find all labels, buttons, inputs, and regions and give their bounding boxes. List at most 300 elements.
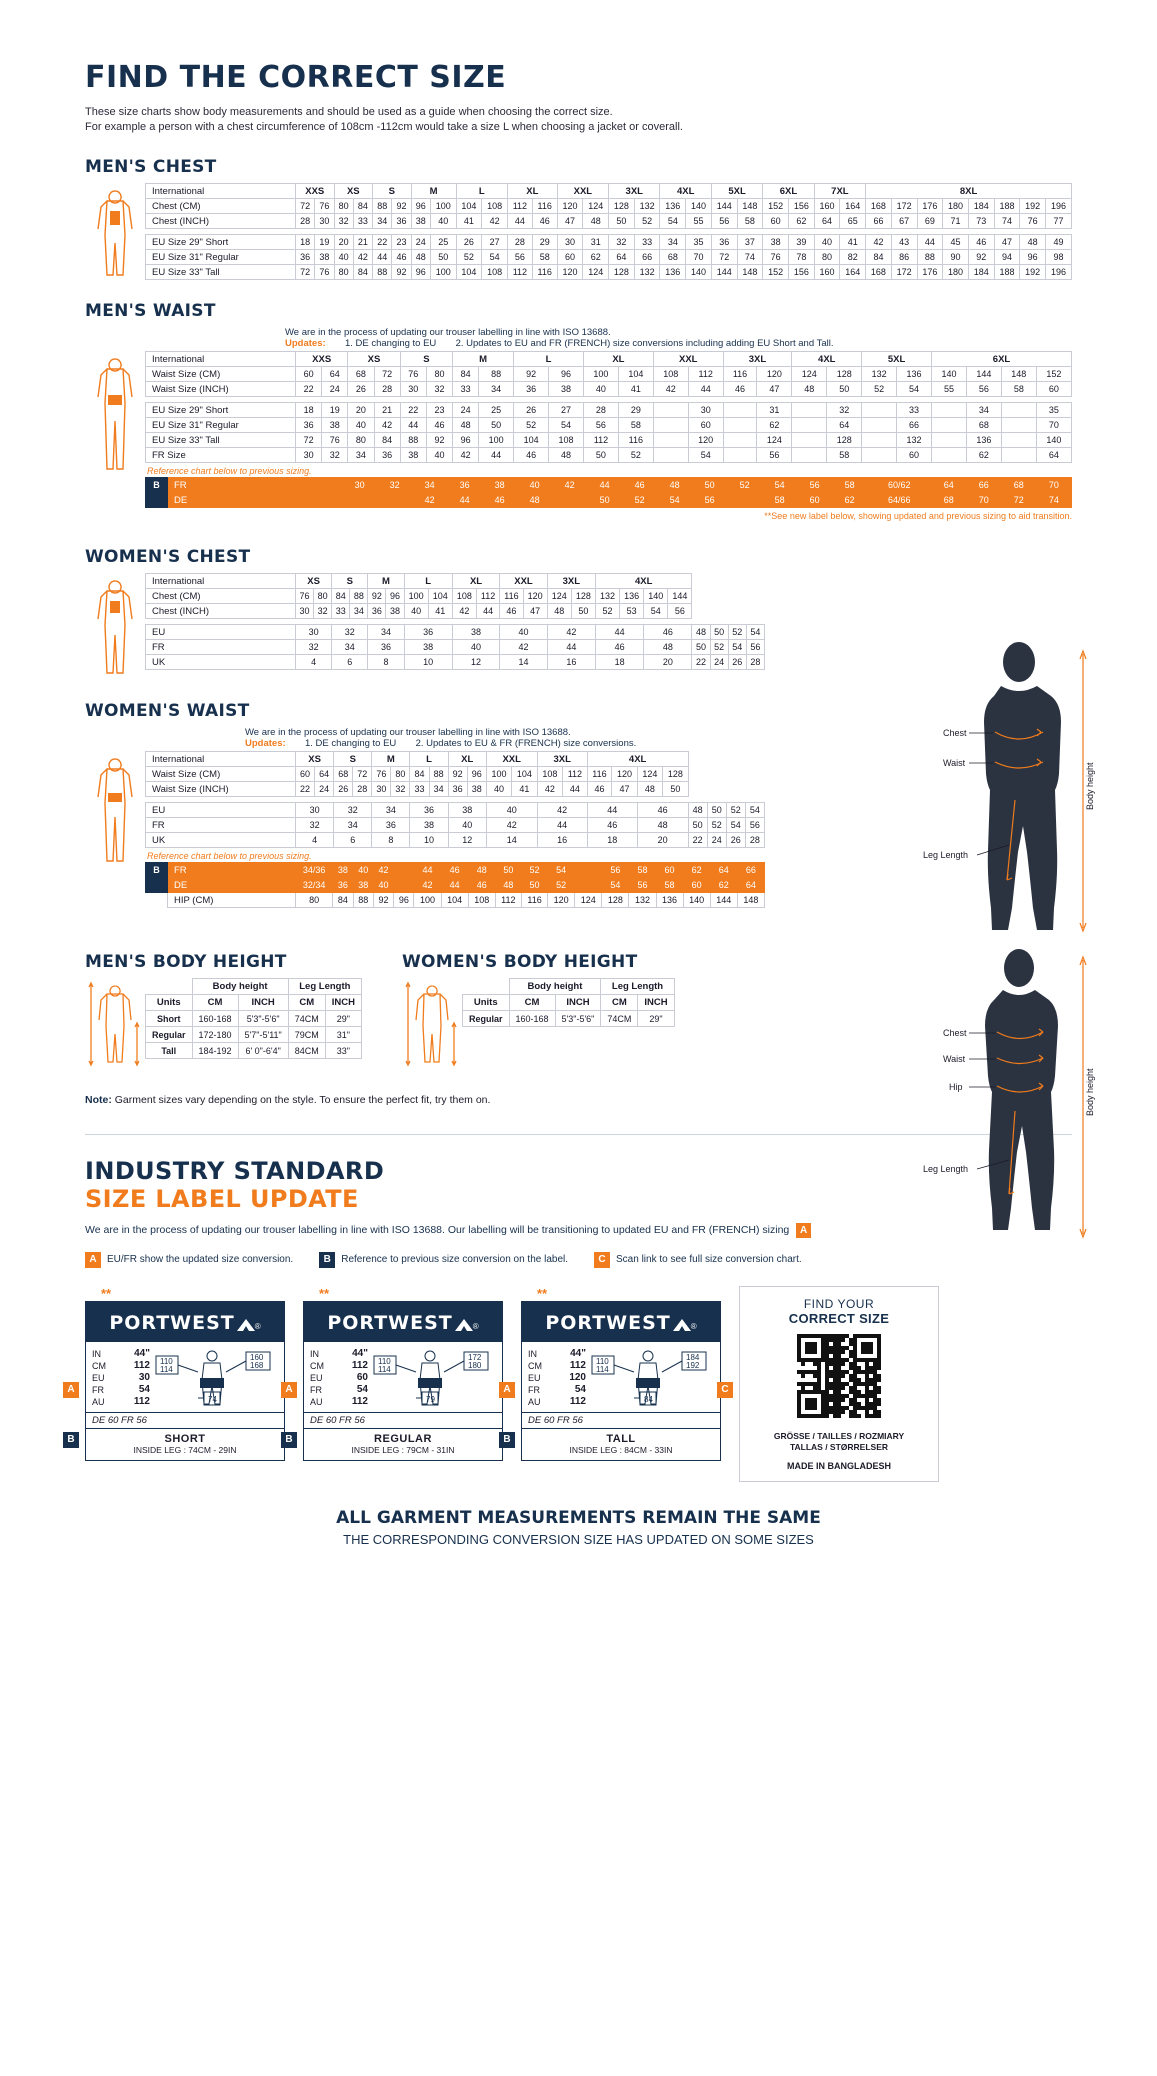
label-size-row (92, 1372, 150, 1384)
column-header: CM (601, 995, 638, 1011)
table-cell: 58 (832, 478, 867, 493)
table-cell: 92 (392, 265, 411, 280)
label-cards-row (67, 1286, 1072, 1482)
table-cell: 44 (587, 478, 622, 493)
table-cell: 54 (688, 448, 723, 463)
table-cell: 46 (500, 604, 523, 619)
page-title: FIND THE CORRECT SIZE (85, 60, 507, 95)
tag-c-icon: C (594, 1252, 610, 1268)
table-row (146, 655, 765, 670)
table-cell: 42 (537, 803, 587, 818)
section-mens-chest-title: MEN'S CHEST (85, 157, 217, 177)
label-waist-male: Waist (943, 758, 966, 768)
table-cell: 92 (368, 589, 386, 604)
table-row (146, 625, 765, 640)
label-body-diagram-icon (590, 1348, 710, 1410)
label-box (303, 1301, 503, 1461)
column-header-international: International (146, 574, 296, 589)
table-cell: 46 (482, 493, 517, 508)
table-cell: 33 (353, 214, 372, 229)
row-label: EU Size 29" Short (146, 235, 296, 250)
table-cell: 35 (1036, 403, 1071, 418)
table-cell: 140 (932, 367, 967, 382)
legend-a-text: EU/FR show the updated size conversion. (107, 1254, 294, 1265)
table-cell: 120 (612, 767, 637, 782)
table-cell: 22 (296, 382, 322, 397)
final-note-label: Note: (85, 1094, 112, 1106)
table-cell: 100 (430, 265, 456, 280)
table-cell: 104 (441, 893, 468, 908)
table-cell: 184-192 (192, 1043, 238, 1059)
mens-waist-orange-table (145, 477, 1072, 508)
table-cell: 47 (523, 604, 547, 619)
intro-text (85, 105, 1072, 135)
row-label: UK (146, 655, 296, 670)
label-size-row (310, 1372, 368, 1384)
table-cell: 156 (788, 199, 814, 214)
table-cell: 116 (618, 433, 653, 448)
table-cell: 48 (637, 818, 688, 833)
table-cell: 36 (333, 878, 353, 893)
mens-chest-block (85, 183, 1072, 283)
mens-waist-update-intro: We are in the process of updating our trouser labelling in line with ISO 13688. (285, 327, 611, 338)
brand-name: PORTWEST (327, 1312, 453, 1334)
female-height-figure-icon (402, 978, 462, 1068)
table-cell: 84 (332, 589, 350, 604)
table-cell (723, 433, 757, 448)
column-header-size: XL (448, 752, 486, 767)
qr-made-in: MADE IN BANGLADESH (786, 1461, 891, 1471)
table-cell: 26 (334, 782, 353, 797)
table-cell (394, 863, 414, 878)
column-header-size: 6XL (763, 184, 814, 199)
table-cell: 42 (452, 604, 476, 619)
table-cell: 12 (448, 833, 486, 848)
table-cell: 52 (514, 418, 549, 433)
table-cell: 120 (523, 589, 547, 604)
table-cell: 100 (430, 199, 456, 214)
table-cell: 5'3"-5'6" (238, 1011, 288, 1027)
table-cell: 30 (315, 214, 334, 229)
table-cell: 124 (575, 893, 602, 908)
table-cell: 54 (548, 863, 575, 878)
table-cell: 34 (966, 403, 1001, 418)
table-cell: 72 (353, 767, 372, 782)
table-cell: 31 (583, 235, 609, 250)
table-cell: 6 (332, 655, 368, 670)
label-size-value: 44" (352, 1348, 368, 1359)
table-cell: 68 (1001, 478, 1036, 493)
table-cell: 19 (315, 235, 334, 250)
table-cell: 4 (296, 655, 332, 670)
table-cell: 80 (348, 433, 374, 448)
table-cell (862, 448, 897, 463)
table-cell: 46 (968, 235, 994, 250)
table-cell: 24 (315, 782, 334, 797)
table-cell (296, 478, 308, 493)
female-chest-figure-icon (85, 573, 145, 683)
table-cell (723, 403, 757, 418)
qr-code-icon[interactable] (797, 1334, 881, 1418)
column-header-size: L (404, 574, 452, 589)
table-cell: 98 (1046, 250, 1072, 265)
table-cell: 92 (392, 199, 411, 214)
table-cell: 34 (348, 448, 374, 463)
column-header-size: 5XL (862, 352, 932, 367)
table-cell: 54 (745, 803, 764, 818)
table-cell: 172-180 (192, 1027, 238, 1043)
table-cell: 76 (400, 367, 426, 382)
table-cell: 5'3"-5'6" (555, 1011, 601, 1027)
table-cell: 74 (1036, 493, 1071, 508)
column-header-size: L (456, 184, 507, 199)
label-fit-footer (522, 1428, 720, 1460)
brand-header (304, 1302, 502, 1342)
table-cell (1001, 448, 1036, 463)
table-cell: 176 (917, 265, 943, 280)
table-cell: 33" (325, 1043, 361, 1059)
table-cell (932, 448, 967, 463)
label-size-row (528, 1384, 586, 1396)
table-cell: 38 (333, 863, 353, 878)
table-cell: 132 (595, 589, 619, 604)
table-cell: 42 (412, 493, 447, 508)
table-cell: 56 (629, 878, 656, 893)
column-header-size: XXS (296, 184, 335, 199)
mens-chest-table (145, 183, 1072, 280)
table-cell: 38 (353, 878, 373, 893)
label-asterisk: ** (319, 1286, 330, 1301)
label-size-key: FR (92, 1385, 104, 1395)
table-cell: 72 (296, 199, 315, 214)
table-cell: 30 (296, 803, 334, 818)
table-cell: 44 (563, 782, 588, 797)
label-size-value: 54 (574, 1384, 586, 1395)
table-cell: 152 (763, 265, 789, 280)
table-cell: 64 (1036, 448, 1071, 463)
womens-waist-orange-table (145, 862, 765, 908)
column-header-international: International (146, 752, 296, 767)
table-header-row (462, 995, 674, 1011)
table-cell: 152 (1036, 367, 1071, 382)
label-tag-a-icon: A (281, 1382, 297, 1398)
table-cell: 50 (571, 604, 595, 619)
table-cell: 34 (332, 640, 368, 655)
label-size-value: 112 (569, 1360, 586, 1371)
table-cell: 31" (325, 1027, 361, 1043)
svg-text:180: 180 (468, 1361, 482, 1370)
table-cell: 52 (618, 448, 653, 463)
table-cell: 88 (350, 589, 368, 604)
table-cell: 56 (966, 382, 1001, 397)
row-label: FR (146, 818, 296, 833)
table-cell: 64/66 (867, 493, 931, 508)
legend-c-text: Scan link to see full size conversion chart. (616, 1254, 802, 1265)
table-cell: 24 (411, 235, 430, 250)
table-cell: 34 (368, 625, 404, 640)
table-cell: 96 (1020, 250, 1046, 265)
table-cell: 66 (634, 250, 660, 265)
table-cell (792, 433, 827, 448)
table-cell: 36 (372, 818, 410, 833)
table-cell: 38 (322, 418, 348, 433)
table-cell: 128 (827, 433, 862, 448)
table-cell: 136 (620, 589, 644, 604)
svg-text:160: 160 (250, 1353, 264, 1362)
table-cell: 48 (453, 418, 479, 433)
table-cell: 30 (296, 604, 314, 619)
table-cell (552, 493, 587, 508)
table-cell: 66 (866, 214, 892, 229)
label-size-row (528, 1396, 586, 1408)
label-size-row (92, 1384, 150, 1396)
empty-header (146, 979, 193, 995)
label-size-row (92, 1348, 150, 1360)
table-cell: 44 (479, 448, 514, 463)
section-mens-waist-title: MEN'S WAIST (85, 301, 216, 321)
table-cell: 18 (595, 655, 643, 670)
footer-line-2: THE CORRESPONDING CONVERSION SIZE HAS UPDATED ON SOME SIZES (343, 1532, 814, 1547)
table-cell: 58 (737, 214, 763, 229)
brand-header (522, 1302, 720, 1342)
table-cell: 47 (757, 382, 792, 397)
table-cell (1001, 433, 1036, 448)
table-cell: 74CM (288, 1011, 325, 1027)
table-cell: 29" (325, 1011, 361, 1027)
table-cell: 136 (966, 433, 1001, 448)
table-header-row (146, 352, 1072, 367)
table-cell: 136 (660, 265, 686, 280)
table-cell: 22 (373, 235, 392, 250)
table-cell: 136 (660, 199, 686, 214)
table-cell: 50 (587, 493, 622, 508)
table-cell: 74CM (601, 1011, 638, 1027)
table-cell: 132 (634, 199, 660, 214)
table-cell: 52 (728, 625, 746, 640)
table-cell: 56 (745, 818, 764, 833)
table-cell: 66 (897, 418, 932, 433)
womens-bh-tbody (462, 979, 674, 1027)
table-cell: 16 (537, 833, 587, 848)
table-cell (307, 478, 319, 493)
table-cell: 100 (486, 767, 511, 782)
table-cell: 28 (353, 782, 372, 797)
table-cell: 50 (710, 625, 728, 640)
section-womens-chest-title: WOMEN'S CHEST (85, 547, 251, 567)
table-cell: 46 (637, 803, 688, 818)
table-cell: 47 (557, 214, 583, 229)
table-cell (723, 448, 757, 463)
table-cell: 80 (334, 199, 353, 214)
column-header-size: 3XL (547, 574, 595, 589)
table-cell: 140 (644, 589, 668, 604)
column-header: CM (288, 995, 325, 1011)
section-womens-waist-title: WOMEN'S WAIST (85, 701, 250, 721)
row-label: FR (146, 640, 296, 655)
table-cell: 40 (348, 418, 374, 433)
tag-a-icon: A (85, 1252, 101, 1268)
table-cell (723, 418, 757, 433)
table-cell: 84 (353, 199, 372, 214)
table-row (146, 433, 1072, 448)
table-cell: 50 (521, 878, 547, 893)
label-size-key: EU (310, 1373, 323, 1383)
table-cell: 28 (745, 833, 764, 848)
table-cell: 70 (1036, 478, 1071, 493)
table-cell: 52 (707, 818, 726, 833)
row-label: EU Size 33" Tall (146, 265, 296, 280)
table-cell: 14 (486, 833, 537, 848)
table-cell: 42 (453, 448, 479, 463)
table-cell: 140 (686, 199, 712, 214)
table-cell: 116 (723, 367, 757, 382)
table-cell: 36 (447, 478, 482, 493)
table-cell: 18 (296, 403, 322, 418)
table-cell: 38 (386, 604, 404, 619)
table-cell: 78 (788, 250, 814, 265)
table-cell: 36 (374, 448, 400, 463)
table-cell: 168 (866, 199, 892, 214)
label-size-key: AU (92, 1397, 105, 1407)
table-cell: 108 (549, 433, 584, 448)
footer-line-1: ALL GARMENT MEASUREMENTS REMAIN THE SAME (336, 1508, 821, 1528)
label-fit-name: REGULAR (374, 1433, 432, 1445)
table-cell: 60 (797, 493, 832, 508)
table-cell: 36 (392, 214, 411, 229)
table-cell: 56 (507, 250, 532, 265)
table-cell: 112 (495, 893, 521, 908)
column-header-size: XXS (296, 352, 348, 367)
table-cell: 32 (827, 403, 862, 418)
table-cell: 72 (1001, 493, 1036, 508)
table-cell: 79CM (288, 1027, 325, 1043)
table-cell: 6 (334, 833, 372, 848)
see-new-label-note: **See new label below, showing updated and previous sizing to aid transition. (764, 511, 1072, 521)
previous-sizing-flag (146, 878, 168, 893)
label-size-row (310, 1396, 368, 1408)
table-cell: 64 (737, 878, 764, 893)
row-label: Chest (CM) (146, 199, 296, 214)
table-cell: 40 (448, 818, 486, 833)
svg-text:172: 172 (468, 1353, 482, 1362)
table-cell: 176 (917, 199, 943, 214)
table-cell: 50 (495, 863, 521, 878)
label-size-row (92, 1396, 150, 1408)
qr-card-wrap (721, 1286, 939, 1482)
table-cell: 108 (452, 589, 476, 604)
table-cell (319, 478, 331, 493)
table-cell: 120 (757, 367, 792, 382)
row-label: Waist Size (CM) (146, 367, 296, 382)
table-cell: 72 (296, 265, 315, 280)
table-cell: 136 (897, 367, 932, 382)
table-cell: 104 (512, 767, 537, 782)
table-cell: 64 (931, 478, 966, 493)
table-row (146, 640, 765, 655)
table-cell: 50 (692, 640, 710, 655)
table-cell: 112 (583, 433, 618, 448)
table-cell: 24 (710, 655, 728, 670)
label-size-key: FR (528, 1385, 540, 1395)
table-cell: 8 (372, 833, 410, 848)
update-2-women: 2. Updates to EU & FR (FRENCH) size conversions. (415, 738, 637, 749)
table-cell: 180 (943, 265, 969, 280)
table-cell: 58 (618, 418, 653, 433)
table-cell: 74 (994, 214, 1020, 229)
label-size-key: EU (528, 1373, 541, 1383)
svg-text:114: 114 (596, 1365, 609, 1374)
table-cell: 14 (500, 655, 547, 670)
womens-chest-tbody (146, 574, 765, 670)
row-label: DE (168, 493, 296, 508)
table-cell: 60 (557, 250, 583, 265)
table-row (146, 478, 1072, 493)
table-cell: 32 (296, 640, 332, 655)
label-size-key: EU (92, 1373, 105, 1383)
table-cell: 84 (866, 250, 892, 265)
portwest-logo-icon (235, 1318, 257, 1332)
label-size-row (528, 1372, 586, 1384)
label-size-value: 120 (569, 1372, 586, 1383)
table-cell: 124 (583, 265, 609, 280)
label-leg-length-female: Leg Length (923, 1164, 969, 1174)
table-cell: 25 (479, 403, 514, 418)
column-header-size: 3XL (537, 752, 587, 767)
label-tag-a-icon: A (63, 1382, 79, 1398)
table-cell: 50 (583, 448, 618, 463)
table-cell: 112 (507, 265, 532, 280)
table-cell: 104 (618, 367, 653, 382)
table-cell (330, 493, 342, 508)
table-cell: 124 (547, 589, 571, 604)
label-size-row (528, 1348, 586, 1360)
table-cell: 30 (557, 235, 583, 250)
table-cell: 116 (521, 893, 547, 908)
table-cell: 148 (737, 199, 763, 214)
table-cell: 76 (315, 265, 334, 280)
table-cell: 42 (500, 640, 547, 655)
table-cell: 60 (1036, 382, 1071, 397)
table-cell: 67 (891, 214, 917, 229)
table-cell: 50 (430, 250, 456, 265)
table-cell (575, 878, 602, 893)
table-cell: 36 (711, 235, 737, 250)
table-cell: 144 (668, 589, 692, 604)
table-cell: 172 (891, 265, 917, 280)
empty-header (462, 979, 509, 995)
qr-card[interactable] (739, 1286, 939, 1482)
table-cell: 6' 0"-6'4" (238, 1043, 288, 1059)
table-cell: 72 (296, 433, 322, 448)
table-cell: 48 (688, 803, 707, 818)
column-header-size: XL (452, 574, 499, 589)
table-cell: 44 (414, 863, 441, 878)
qr-tag-c-icon: C (717, 1382, 733, 1398)
table-cell: 38 (400, 448, 426, 463)
table-cell: 50 (609, 214, 635, 229)
table-cell: 58 (827, 448, 862, 463)
table-cell: 34 (479, 382, 514, 397)
table-cell: 40 (334, 250, 353, 265)
table-cell: 38 (410, 818, 448, 833)
table-cell: 23 (426, 403, 452, 418)
table-cell (394, 878, 414, 893)
table-cell: 108 (653, 367, 688, 382)
table-cell: 52 (862, 382, 897, 397)
table-cell: 160-168 (509, 1011, 555, 1027)
label-inside-leg: INSIDE LEG : 74CM - 29IN (133, 1445, 237, 1455)
table-cell: 60 (683, 878, 710, 893)
